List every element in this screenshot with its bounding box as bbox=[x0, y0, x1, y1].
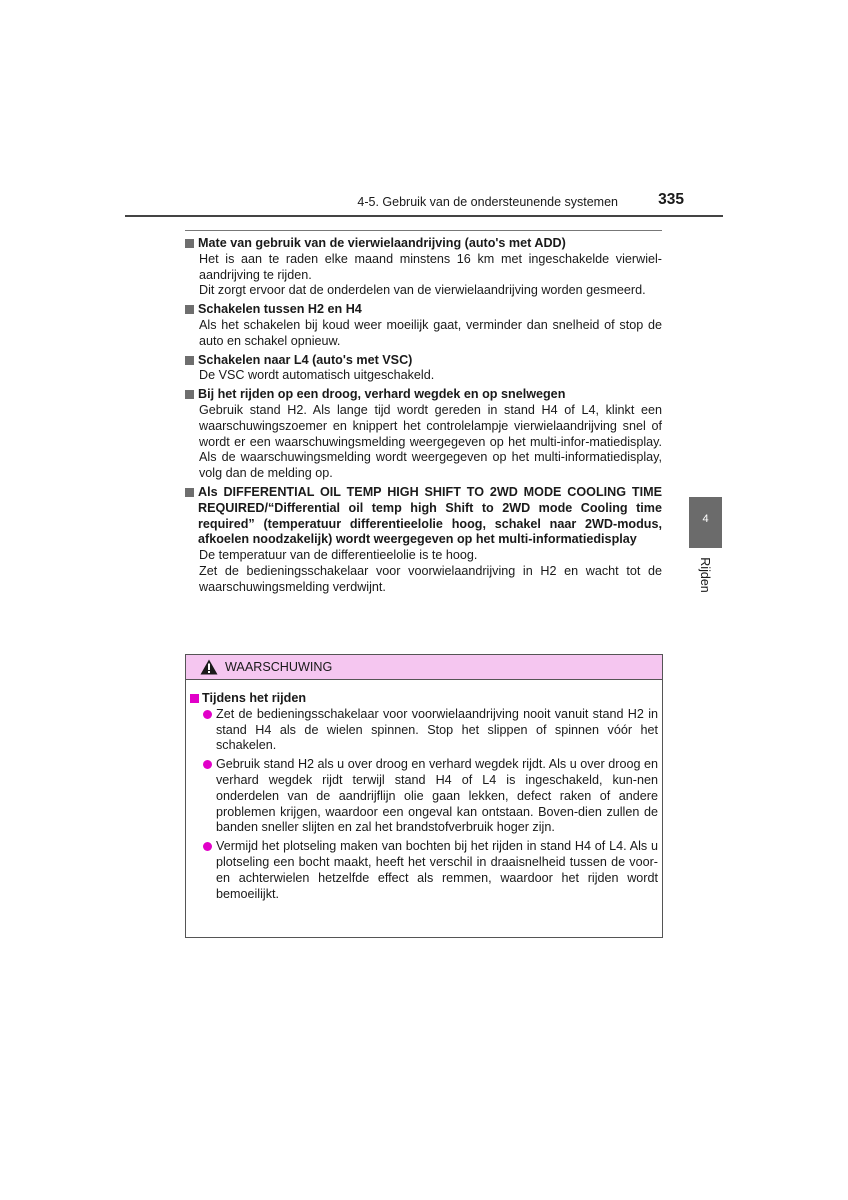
pink-square-bullet-icon bbox=[190, 694, 199, 703]
section-dry-road bbox=[185, 387, 662, 482]
section-awd-usage bbox=[185, 236, 662, 299]
pink-dot-bullet-icon bbox=[203, 710, 212, 719]
warning-header bbox=[186, 655, 662, 680]
page-number: 335 bbox=[658, 191, 684, 208]
section-body bbox=[185, 403, 662, 482]
pink-dot-bullet-icon bbox=[203, 760, 212, 769]
section-l4 bbox=[185, 353, 662, 385]
chapter-label: Rijden bbox=[698, 557, 712, 593]
square-bullet-icon bbox=[185, 356, 194, 365]
warning-section-heading bbox=[190, 691, 658, 707]
warning-bullet-text: Vermijd het plotseling maken van bochten bij het rijden in stand H4 of L4. Als u plotseling een bocht maakt, heeft het verschil in draaisnelheid tussen de voor- en achterwielen hetzelfde effect als remmen, waardoor het rijden wordt bemoeilijkt. bbox=[216, 839, 658, 901]
warning-label: WAARSCHUWING bbox=[225, 660, 333, 674]
running-header-title: 4-5. Gebruik van de ondersteunende systemen bbox=[357, 195, 618, 209]
section-heading-text: Schakelen naar L4 (auto's met VSC) bbox=[198, 352, 413, 367]
square-bullet-icon bbox=[185, 488, 194, 497]
warning-triangle-icon bbox=[200, 659, 218, 675]
pink-dot-bullet-icon bbox=[203, 842, 212, 851]
warning-body bbox=[186, 680, 662, 902]
warning-box bbox=[185, 654, 663, 938]
chapter-tab bbox=[689, 497, 722, 548]
square-bullet-icon bbox=[185, 390, 194, 399]
paragraph: Zet de bedieningsschakelaar voor voorwielaandrijving in H2 en wacht tot de waarschuwingsmelding verdwijnt. bbox=[199, 563, 662, 594]
section-heading bbox=[185, 387, 662, 403]
square-bullet-icon bbox=[185, 305, 194, 314]
section-diff-oil-temp bbox=[185, 485, 662, 596]
section-body bbox=[185, 548, 662, 595]
section-heading-text: Mate van gebruik van de vierwielaandrijving (auto's met ADD) bbox=[198, 236, 566, 250]
warning-bullet bbox=[203, 839, 658, 902]
section-heading bbox=[185, 485, 662, 548]
chapter-number: 4 bbox=[702, 513, 709, 525]
paragraph: Gebruik stand H2. Als lange tijd wordt gereden in stand H4 of L4, klinkt een waarschuwingszoemer en knippert het controlelampje vierwielaandrijving snel of wordt er een waarschuwingsmelding weergegeven op het multi-infor-matiedisplay. Als de waarschuwingsmelding wordt weergegeven op het multi-informatiedisplay, volg dan de melding op. bbox=[199, 402, 662, 481]
content-top-rule bbox=[185, 230, 662, 231]
section-heading bbox=[185, 236, 662, 252]
warning-section-heading-text: Tijdens het rijden bbox=[202, 691, 307, 705]
paragraph: De temperatuur van de differentieelolie is te hoog. bbox=[199, 548, 478, 563]
header-rule bbox=[125, 215, 723, 217]
warning-bullet-text: Zet de bedieningsschakelaar voor voorwielaandrijving nooit vanuit stand H2 in stand H4 als de wielen spinnen. Stop het slippen of spinnen vóór het schakelen. bbox=[216, 706, 658, 753]
section-body bbox=[185, 318, 662, 350]
paragraph: Dit zorgt ervoor dat de onderdelen van de vierwielaandrijving worden gesmeerd. bbox=[199, 283, 646, 298]
warning-bullet-text: Gebruik stand H2 als u over droog en verhard wegdek rijdt. Als u over droog en verhard wegdek rijdt terwijl stand H4 of L4 is ingeschakeld, kun-nen onderdelen van de aandrijflijn olie gaan lekken, defect raken of andere problemen krijgen, waardoor een ongeval kan ontstaan. Boven-dien zullen de banden sneller slijten en zal het brandstofverbruik hoger zijn. bbox=[216, 757, 658, 835]
section-heading bbox=[185, 302, 662, 318]
paragraph: De VSC wordt automatisch uitgeschakeld. bbox=[199, 368, 435, 383]
warning-bullet bbox=[203, 707, 658, 754]
section-body bbox=[185, 368, 662, 384]
section-heading bbox=[185, 353, 662, 369]
section-h2-h4 bbox=[185, 302, 662, 349]
warning-bullet bbox=[203, 757, 658, 836]
section-body bbox=[185, 252, 662, 299]
section-heading-text: Als DIFFERENTIAL OIL TEMP HIGH SHIFT TO 2WD MODE COOLING TIME REQUIRED/“Differential oil temp high Shift to 2WD mode Cooling time required” (temperatuur differentieelolie hoog, schakel naar 2WD-modus, afkoelen noodzakelijk) wordt weergegeven op het multi-informatiedisplay bbox=[198, 484, 662, 547]
paragraph: Als het schakelen bij koud weer moeilijk gaat, verminder dan snelheid of stop de auto en schakel opnieuw. bbox=[199, 317, 662, 348]
main-content bbox=[185, 236, 662, 596]
section-heading-text: Schakelen tussen H2 en H4 bbox=[198, 302, 362, 317]
paragraph: Het is aan te raden elke maand minstens 16 km met ingeschakelde vierwiel-aandrijving te rijden. bbox=[199, 251, 662, 282]
section-heading-text: Bij het rijden op een droog, verhard wegdek en op snelwegen bbox=[198, 387, 566, 402]
square-bullet-icon bbox=[185, 239, 194, 248]
